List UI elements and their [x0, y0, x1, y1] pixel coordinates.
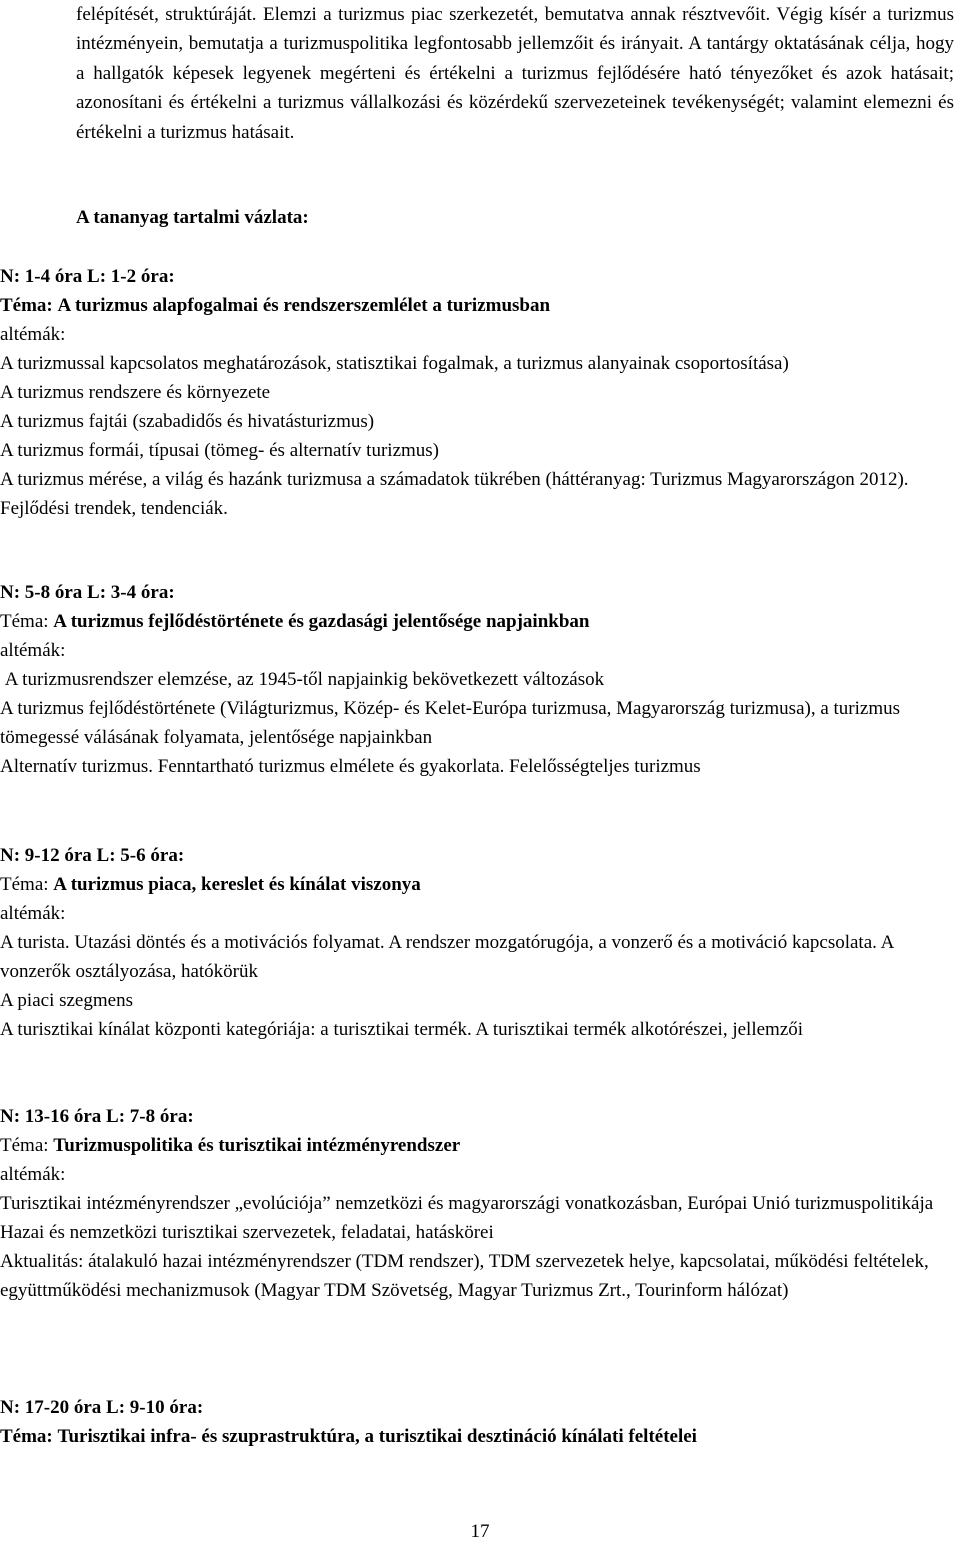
section-topic: [0, 607, 948, 636]
topic-label: Téma:: [0, 611, 49, 632]
section-topic: [0, 291, 948, 320]
page-number: 17: [470, 1521, 490, 1542]
subtopics-label: altémák:: [0, 1164, 66, 1185]
topic-title: A turizmus alapfogalmai és rendszerszemlélet a turizmusban: [57, 295, 551, 316]
section-hours: N: 9-12 óra L: 5-6 óra:: [0, 845, 185, 866]
section-hours: N: 17-20 óra L: 9-10 óra:: [0, 1397, 204, 1418]
topic-label: Téma:: [0, 1426, 53, 1447]
section-3: [0, 841, 948, 1044]
topic-label: Téma:: [0, 874, 49, 895]
topic-title: Turizmuspolitika és turisztikai intézményrendszer: [53, 1135, 461, 1156]
subtopic-item: A turizmus mérése, a világ és hazánk turizmusa a számadatok tükrében (háttéranyag: Turizmus Magyarországon 2012). Fejlődési trendek, tendenciák.: [0, 469, 909, 519]
subtopic-item: A turizmus fajtái (szabadidős és hivatásturizmus): [0, 411, 375, 432]
section-1: [0, 262, 948, 523]
subtopic-item: A turisztikai kínálat központi kategóriája: a turisztikai termék. A turisztikai termék alkotórészei, jellemzői: [0, 1019, 804, 1040]
section-topic: [0, 1422, 948, 1451]
subtopic-item: A turizmussal kapcsolatos meghatározások, statisztikai fogalmak, a turizmus alanyainak csoportosítása): [0, 353, 789, 374]
subtopic-item: A turizmusrendszer elemzése, az 1945-től napjainkig bekövetkezett változások: [0, 669, 605, 690]
subtopics-label: altémák:: [0, 640, 66, 661]
section-hours: N: 1-4 óra L: 1-2 óra:: [0, 266, 175, 287]
subtopic-item: A turista. Utazási döntés és a motivációs folyamat. A rendszer mozgatórugója, a vonzerő és a motiváció kapcsolata. A vonzerők osztályozása, hatókörük: [0, 932, 894, 982]
section-topic: [0, 870, 948, 899]
subtopic-item: A piaci szegmens: [0, 990, 133, 1011]
subtopic-item: Aktualitás: átalakuló hazai intézményrendszer (TDM rendszer), TDM szervezetek helye, kapcsolatai, működési feltételek, együttműködési mechanizmusok (Magyar TDM Szövetség, Magyar Turizmus Zrt., Tourinform hálózat): [0, 1251, 929, 1301]
topic-title: Turisztikai infra- és szuprastruktúra, a turisztikai desztináció kínálati feltételei: [57, 1426, 697, 1447]
topic-title: A turizmus piaca, kereslet és kínálat viszonya: [53, 874, 421, 895]
topic-label: Téma:: [0, 295, 53, 316]
section-hours: N: 5-8 óra L: 3-4 óra:: [0, 582, 175, 603]
subtopic-item: A turizmus formái, típusai (tömeg- és alternatív turizmus): [0, 440, 440, 461]
subtopic-item: Alternatív turizmus. Fenntartható turizmus elmélete és gyakorlata. Felelősségteljes turizmus: [0, 756, 701, 777]
section-2: [0, 578, 948, 781]
topic-label: Téma:: [0, 1135, 49, 1156]
subtopics-label: altémák:: [0, 324, 66, 345]
subtopic-item: A turizmus rendszere és környezete: [0, 382, 271, 403]
subtopics-label: altémák:: [0, 903, 66, 924]
subtopic-item: A turizmus fejlődéstörténete (Világturizmus, Közép- és Kelet-Európa turizmusa, Magyarország turizmusa), a turizmus tömegessé válásának folyamata, jelentősége napjainkban: [0, 698, 901, 748]
subtopic-item: Hazai és nemzetközi turisztikai szervezetek, feladatai, hatáskörei: [0, 1222, 494, 1243]
subtopic-item: Turisztikai intézményrendszer „evolúciója” nemzetközi és magyarországi vonatkozásban, Európai Unió turizmuspolitikája: [0, 1193, 934, 1214]
intro-paragraph: felépítését, struktúráját. Elemzi a turizmus piac szerkezetét, bemutatva annak résztvevőit. Végig kísér a turizmus intézményein, bemutatja a turizmuspolitika legfontosabb jellemzőit és irányait. A tantárgy oktatásának célja, hogy a hallgatók képesek legyenek megérteni és értékelni a turizmus fejlődésére ható tényezőket és azok hatásait; azonosítani és értékelni a turizmus vállalkozási és közérdekű szervezeteinek tevékenységét; valamint elemezni és értékelni a turizmus hatásait.: [76, 4, 954, 143]
topic-title: A turizmus fejlődéstörténete és gazdasági jelentősége napjainkban: [53, 611, 590, 632]
section-topic: [0, 1131, 948, 1160]
section-hours: N: 13-16 óra L: 7-8 óra:: [0, 1106, 194, 1127]
content-outline-heading: A tananyag tartalmi vázlata:: [76, 207, 309, 228]
section-4: [0, 1102, 948, 1305]
section-5: [0, 1393, 948, 1451]
